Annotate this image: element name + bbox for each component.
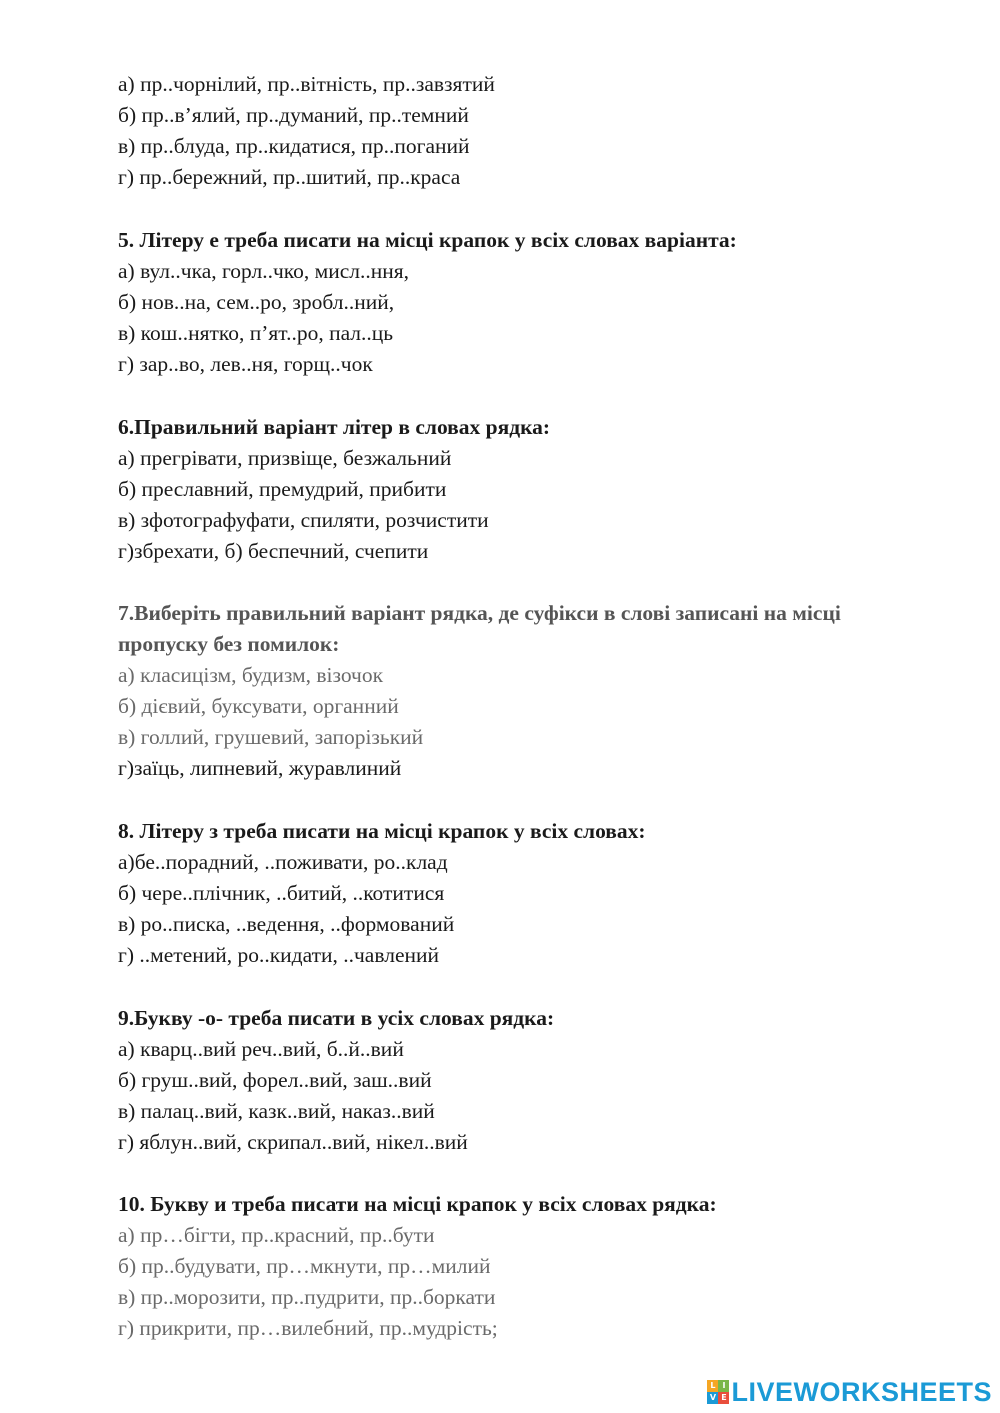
question-title: 5. Літеру е треба писати на місці крапок у всіх словах варіанта:: [118, 228, 737, 252]
option-c: в) ро..писка, ..ведення, ..формований: [118, 912, 455, 936]
option-a: а)бе..порадний, ..поживати, ро..клад: [118, 850, 448, 874]
option-c: в) кош..нятко, п’ят..ро, пал..ць: [118, 321, 394, 345]
option-a: а) кварц..вий реч..вий, б..й..вий: [118, 1037, 404, 1061]
option-c: в) пр..морозити, пр..пудрити, пр..боркати: [118, 1285, 496, 1309]
option-d: г)заїць, липневий, журавлиний: [118, 756, 402, 780]
logo-letter-e: E: [718, 1392, 729, 1404]
logo-letter-l: L: [707, 1380, 718, 1392]
question-title: 6.Правильний варіант літер в словах рядка:: [118, 415, 551, 439]
option-a: а) класицізм, будизм, візочок: [118, 663, 384, 687]
question-9: [118, 1003, 958, 1158]
question-5: [118, 225, 958, 380]
option-a: а) пр…бігти, пр..красний, пр..бути: [118, 1223, 435, 1247]
option-b: б) груш..вий, форел..вий, заш..вий: [118, 1068, 432, 1092]
option-d: г) ..метений, ро..кидати, ..чавлений: [118, 943, 439, 967]
option-b: б) нов..на, сем..ро, зробл..ний,: [118, 290, 395, 314]
option-c: в) зфотографуфати, спиляти, розчистити: [118, 508, 489, 532]
option-c: в) пр..блуда, пр..кидатися, пр..поганий: [118, 134, 470, 158]
question-6: [118, 412, 958, 567]
option-d: г)збрехати, б) беспечний, счепити: [118, 539, 429, 563]
option-a: а) вул..чка, горл..чко, мисл..ння,: [118, 259, 410, 283]
option-b: б) пр..будувати, пр…мкнути, пр…милий: [118, 1254, 491, 1278]
option-c: в) голлий, грушевий, запорізький: [118, 725, 424, 749]
question-10: [118, 1189, 958, 1344]
question-title-line-2: пропуску без помилок:: [118, 632, 340, 656]
question-title: 10. Букву и треба писати на місці крапок у всіх словах рядка:: [118, 1192, 717, 1216]
option-a: а) прегрівати, призвіще, безжальний: [118, 446, 452, 470]
option-d: г) зар..во, лев..ня, горщ..чок: [118, 352, 373, 376]
question-title: 8. Літеру з треба писати на місці крапок у всіх словах:: [118, 819, 646, 843]
question-4-options: [118, 69, 958, 193]
option-b: б) преславний, премудрий, прибити: [118, 477, 447, 501]
logo-text: LIVEWORKSHEETS: [731, 1376, 992, 1407]
option-b: б) дієвий, буксувати, органний: [118, 694, 399, 718]
option-b: б) пр..в’ялий, пр..думаний, пр..темний: [118, 103, 469, 127]
option-d: г) прикрити, пр…вилебний, пр..мудрість;: [118, 1316, 498, 1340]
logo-mark-icon: [707, 1380, 729, 1404]
liveworksheets-logo: [707, 1377, 992, 1407]
logo-letter-v: V: [707, 1392, 718, 1404]
question-title: 9.Букву -о- треба писати в усіх словах рядка:: [118, 1006, 555, 1030]
option-a: а) пр..чорнілий, пр..вітність, пр..завзятий: [118, 72, 495, 96]
option-d: г) яблун..вий, скрипал..вий, нікел..вий: [118, 1130, 468, 1154]
option-b: б) чере..плічник, ..битий, ..котитися: [118, 881, 445, 905]
logo-letter-i: I: [718, 1380, 729, 1392]
question-7: [118, 598, 958, 784]
option-d: г) пр..бережний, пр..шитий, пр..краса: [118, 165, 461, 189]
option-c: в) палац..вий, казк..вий, наказ..вий: [118, 1099, 435, 1123]
question-8: [118, 816, 958, 971]
question-title-line-1: 7.Виберіть правильний варіант рядка, де суфікси в слові записані на місці: [118, 601, 841, 625]
